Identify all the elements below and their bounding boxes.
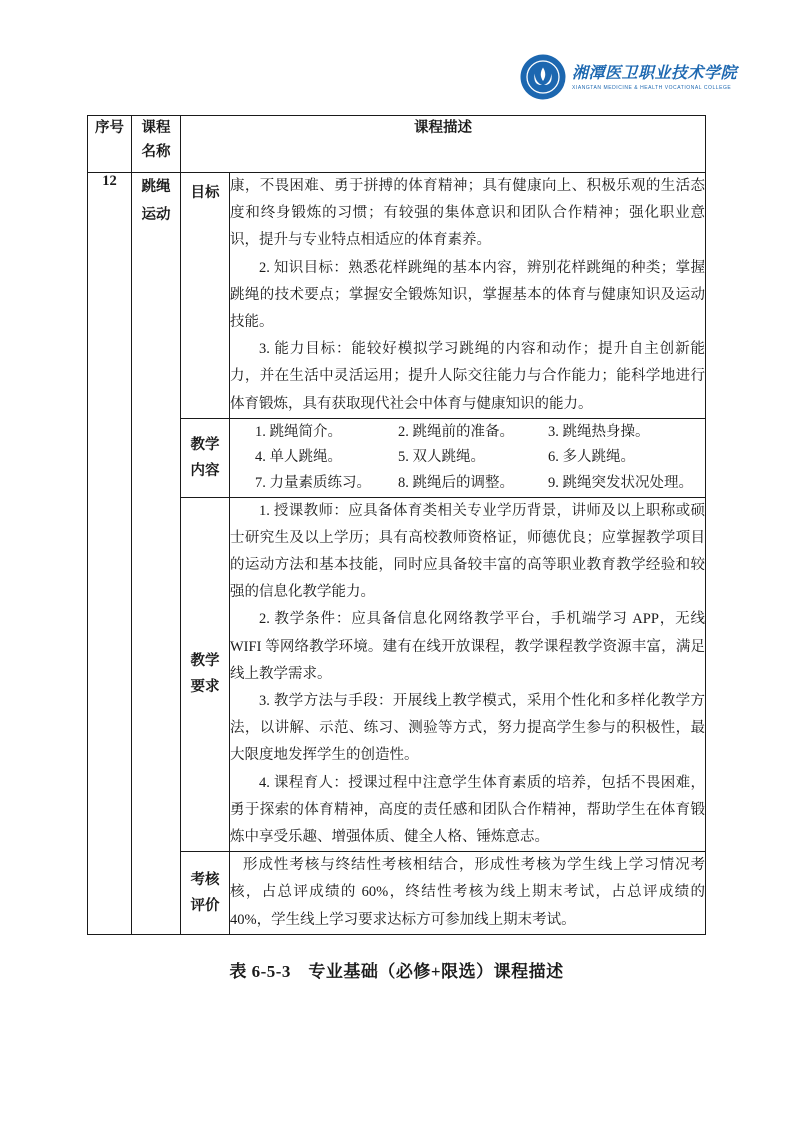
table-header-row <box>88 116 706 173</box>
requirement-paragraph-2: 2. 教学条件：应具备信息化网络教学平台，手机端学习 APP，无线 WIFI 等网络教学环境。建有在线开放课程，教学课程教学资源丰富，满足线上教学需求。 <box>230 611 705 682</box>
table-caption: 表 6-5-3 专业基础（必修+限选）课程描述 <box>229 962 564 981</box>
header-course-name-line2: 名称 <box>141 144 171 160</box>
section-content-assessment <box>230 852 706 935</box>
cell-course-index: 12 <box>88 173 132 935</box>
header-course-desc: 课程描述 <box>181 116 706 173</box>
content-item-1: 1. 跳绳简介。 <box>255 423 342 440</box>
section-row-teaching-requirements <box>88 497 706 852</box>
section-label-goal: 目标 <box>181 173 230 419</box>
content-item-2: 2. 跳绳前的准备。 <box>398 423 514 440</box>
course-name-line2: 运动 <box>141 207 171 223</box>
college-emblem-icon <box>520 54 566 100</box>
requirement-paragraph-4: 4. 课程育人：授课过程中注意学生体育素质的培养，包括不畏困难，勇于探索的体育精神，高度的责任感和团队合作精神，帮助学生在体育锻炼中享受乐趣、增强体质、健全人格、锤炼意志。 <box>230 774 705 846</box>
content-item-4: 4. 单人跳绳。 <box>255 449 342 466</box>
cell-course-name <box>132 173 181 935</box>
content-item-3: 3. 跳绳热身操。 <box>548 423 650 440</box>
goal-paragraph-3: 3. 能力目标：能较好模拟学习跳绳的内容和动作；提升自主创新能力，并在生活中灵活运用；提升人际交往能力与合作能力；能科学地进行体育锻炼，具有获取现代社会中体育与健康知识的能力。 <box>230 341 705 412</box>
assessment-paragraph: 形成性考核与终结性考核相结合，形成性考核为学生线上学习情况考核，占总评成绩的 60%，终结性考核为线上期末考试，占总评成绩的 40%，学生线上学习要求达标方可参加线上期末考试。 <box>230 857 705 928</box>
section-row-teaching-content <box>88 418 706 497</box>
header-course-name <box>132 116 181 173</box>
teaching-content-items <box>230 419 705 497</box>
course-name-line1: 跳绳 <box>141 179 171 195</box>
section-label-teaching-content: 教学 内容 <box>181 418 230 497</box>
section-content-teaching-content <box>230 418 706 497</box>
section-row-goal <box>88 173 706 419</box>
course-description-table <box>87 115 706 935</box>
header-index: 序号 <box>88 116 132 173</box>
header-course-name-line1: 课程 <box>141 120 171 136</box>
goal-paragraph-2: 2. 知识目标：熟悉花样跳绳的基本内容，辨别花样跳绳的种类；掌握跳绳的技术要点；掌握安全锻炼知识，掌握基本的体育与健康知识及运动技能。 <box>230 259 705 331</box>
content-item-7: 7. 力量素质练习。 <box>255 475 371 492</box>
content-item-5: 5. 双人跳绳。 <box>398 449 485 466</box>
content-item-8: 8. 跳绳后的调整。 <box>398 475 514 492</box>
section-content-goal <box>230 173 706 419</box>
college-logo <box>520 54 737 100</box>
college-name-en: XIANGTAN MEDICINE & HEALTH VOCATIONAL COLLEGE <box>572 84 732 91</box>
requirement-paragraph-1: 1. 授课教师：应具备体育类相关专业学历背景，讲师及以上职称或硕士研究生及以上学历；具有高校教师资格证，师德优良；应掌握教学项目的运动方法和基本技能，同时应具备较丰富的高等职业教育教学经验和较强的信息化教学能力。 <box>230 502 705 601</box>
section-label-teaching-requirements: 教学 要求 <box>181 497 230 852</box>
goal-paragraph-1: 康，不畏困难、勇于拼搏的体育精神；具有健康向上、积极乐观的生活态度和终身锻炼的习惯；有较强的集体意识和团队合作精神；强化职业意识，提升与专业特点相适应的体育素养。 <box>230 178 705 249</box>
section-label-assessment: 考核 评价 <box>181 852 230 935</box>
college-name-block <box>572 64 737 91</box>
content-item-9: 9. 跳绳突发状况处理。 <box>548 475 693 492</box>
requirement-paragraph-3: 3. 教学方法与手段：开展线上教学模式，采用个性化和多样化教学方法，以讲解、示范、练习、测验等方式，努力提高学生参与的积极性，最大限度地发挥学生的创造性。 <box>230 693 705 764</box>
college-name-zh: 湘潭医卫职业技术学院 <box>572 64 738 82</box>
section-content-teaching-requirements <box>230 497 706 852</box>
section-row-assessment <box>88 852 706 935</box>
content-item-6: 6. 多人跳绳。 <box>548 449 635 466</box>
